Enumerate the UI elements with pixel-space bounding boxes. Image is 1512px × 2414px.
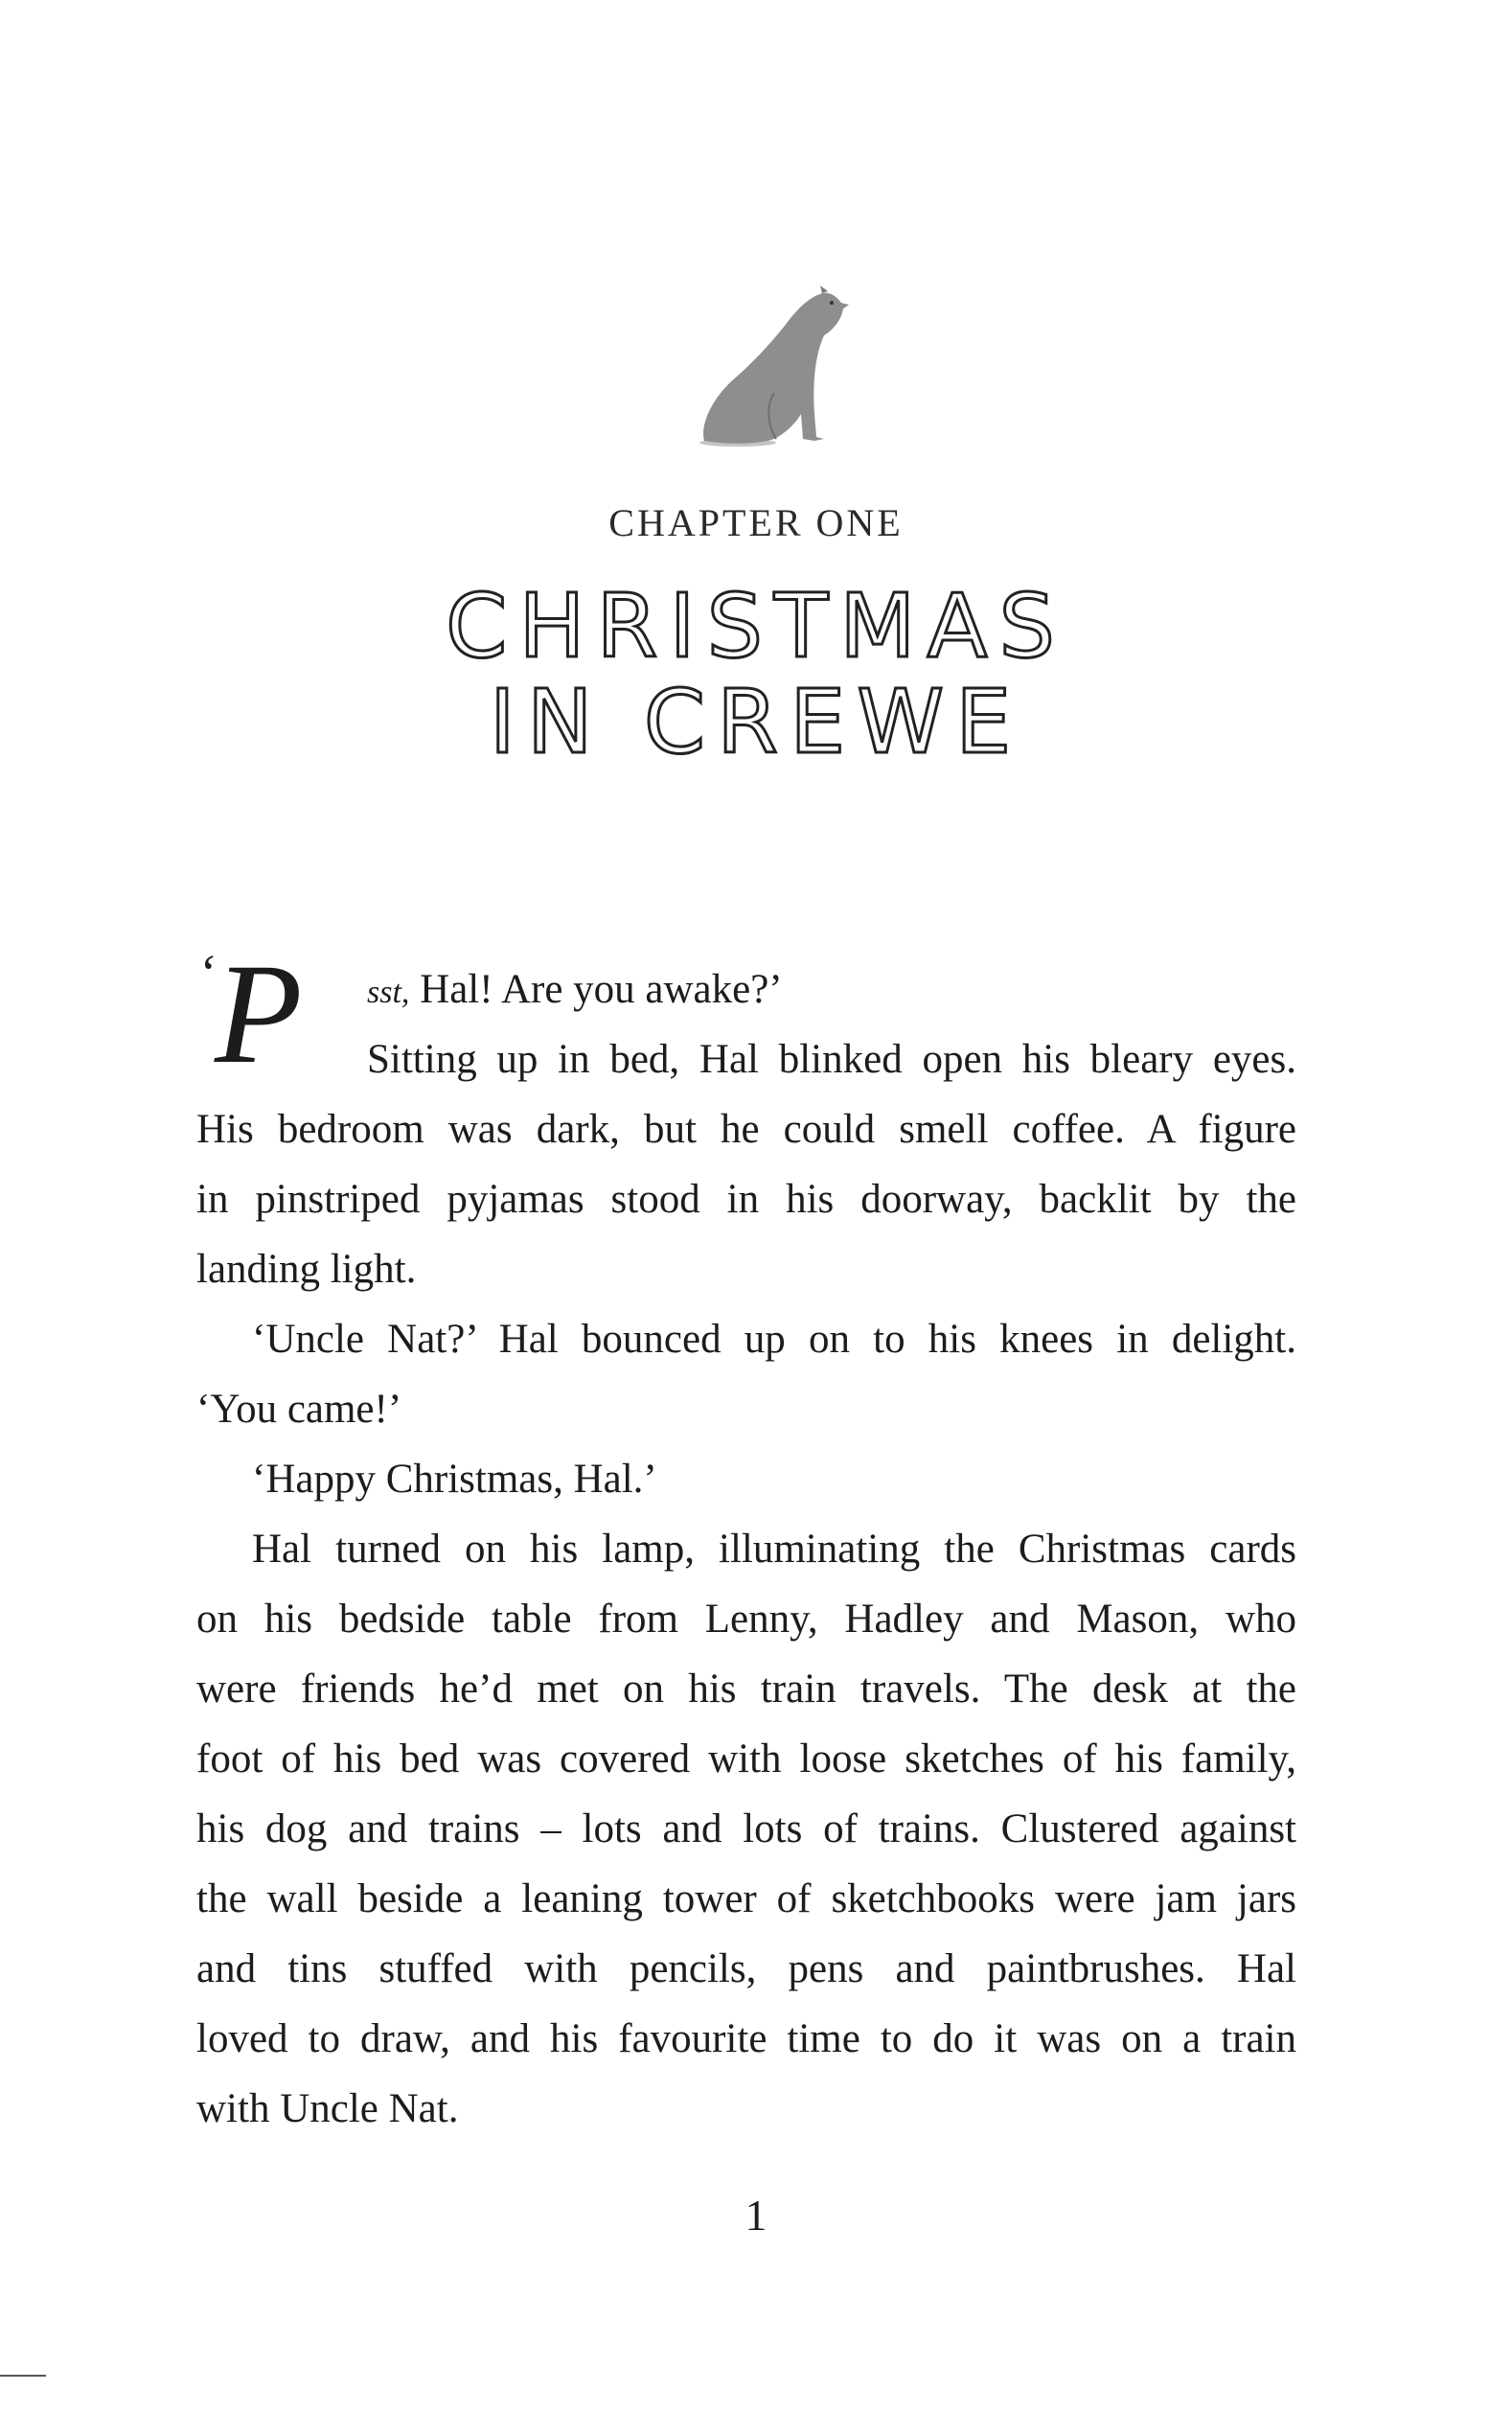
text-line: with Uncle Nat. <box>196 2086 459 2131</box>
drop-cap-continuation: sst, <box>367 975 410 1010</box>
text-line: loved to draw, and his favourite time to do it was on a train <box>196 2016 1296 2061</box>
text-line: His bedroom was dark, but he could smell coffee. A figure <box>196 1107 1296 1152</box>
text-line: the wall beside a leaning tower of sketchbooks were jam jars <box>196 1876 1296 1921</box>
chapter-label: CHAPTER ONE <box>608 501 904 544</box>
page-number: 1 <box>745 2191 767 2240</box>
chapter-title-line-1: CHRISTMAS <box>446 575 1066 678</box>
ferret-icon <box>661 280 872 452</box>
text-fragment: Hal! Are you awake?’ <box>409 967 783 1012</box>
text-line: and tins stuffed with pencils, pens and paintbrushes. Hal <box>196 1946 1296 1991</box>
text-line: in pinstriped pyjamas stood in his doorway, backlit by the <box>196 1177 1296 1222</box>
text-line: ‘You came!’ <box>196 1387 402 1432</box>
text-line: landing light. <box>196 1247 417 1292</box>
scan-edge-mark <box>0 2375 46 2377</box>
text-line: foot of his bed was covered with loose sketches of his family, <box>196 1736 1296 1782</box>
text-line: Hal turned on his lamp, illuminating the Christmas cards <box>252 1527 1296 1572</box>
text-line <box>196 954 1296 1024</box>
chapter-body <box>196 954 1296 2144</box>
text-line: Sitting up in bed, Hal blinked open his bleary eyes. <box>367 1037 1296 1082</box>
text-line: ‘Uncle Nat?’ Hal bounced up on to his knees in delight. <box>252 1317 1296 1362</box>
text-line: were friends he’d met on his train travels. The desk at the <box>196 1667 1296 1712</box>
drop-cap-letter: P <box>215 934 303 1093</box>
chapter-title-line-2: IN CREWE <box>489 671 1023 773</box>
text-line: his dog and trains – lots and lots of trains. Clustered against <box>196 1806 1296 1851</box>
text-line: on his bedside table from Lenny, Hadley and Mason, who <box>196 1597 1296 1642</box>
drop-cap-quote: ‘ <box>197 944 215 1001</box>
text-line: ‘Happy Christmas, Hal.’ <box>252 1457 657 1502</box>
